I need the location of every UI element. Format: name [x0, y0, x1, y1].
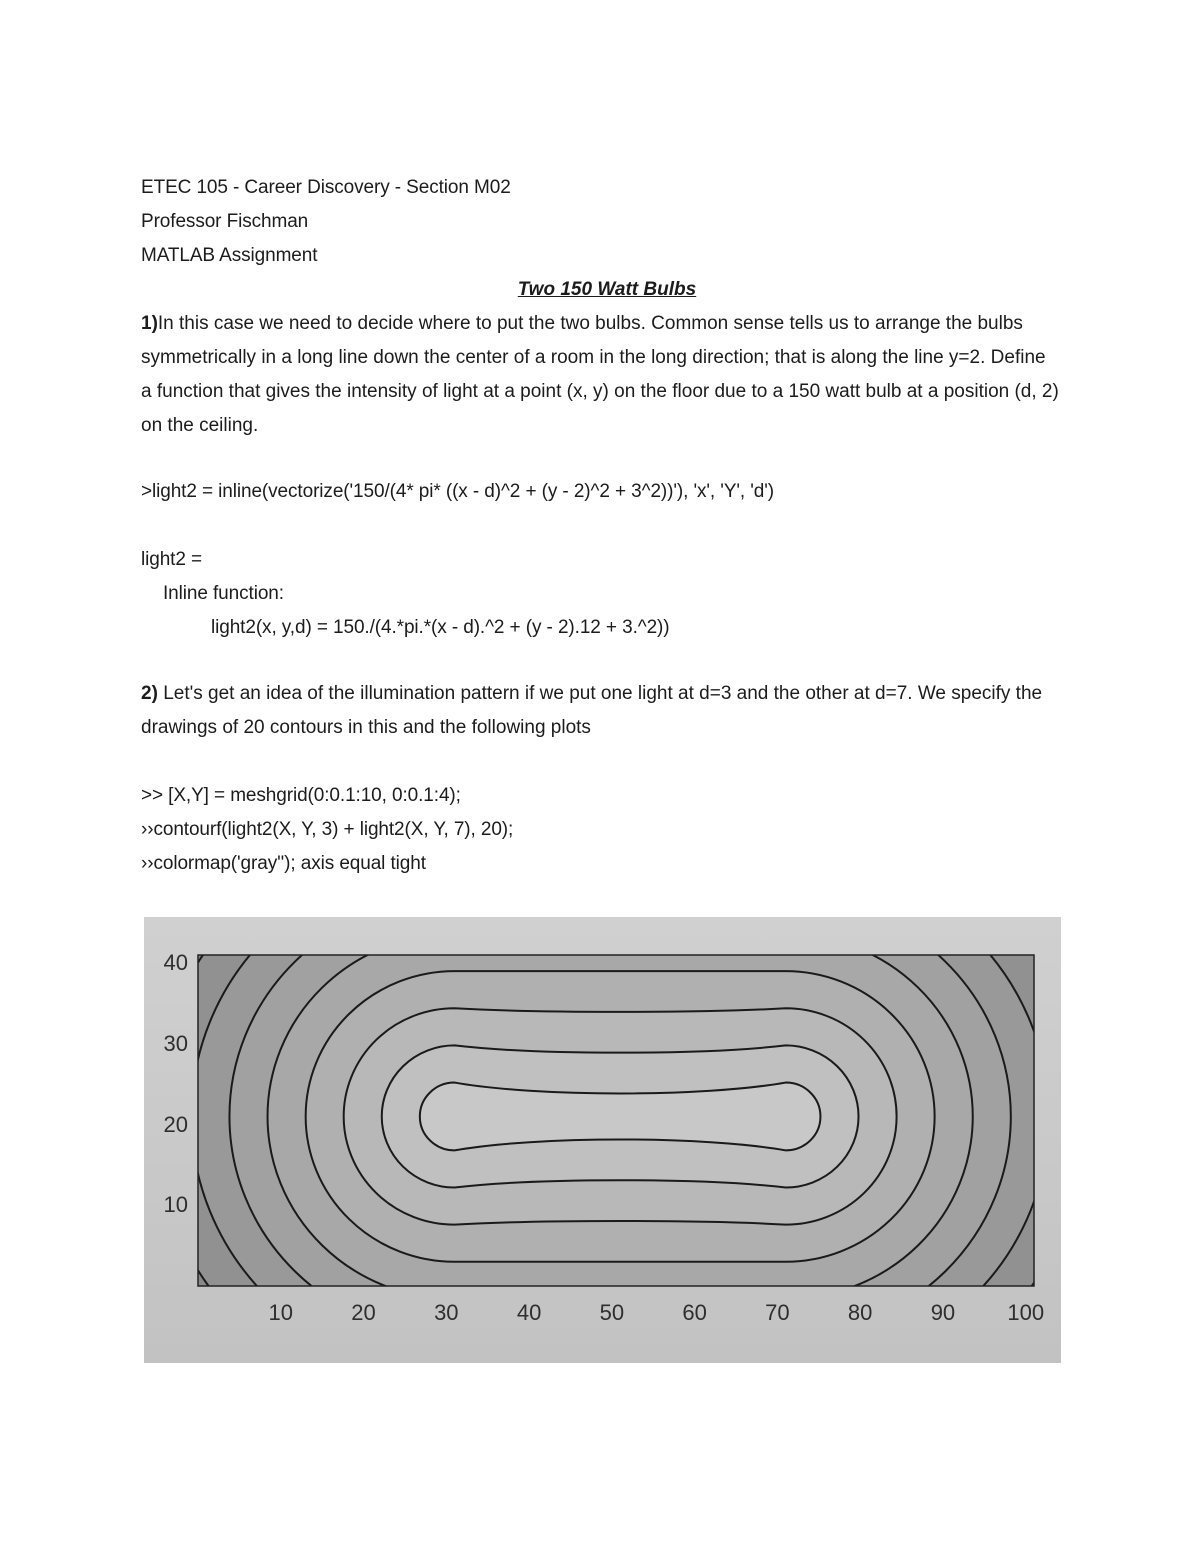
code-contourf: ››contourf(light2(X, Y, 3) + light2(X, Y, 7), 20);: [141, 819, 514, 840]
x-tick-label: 70: [765, 1300, 790, 1325]
y-tick-label: 10: [163, 1192, 188, 1218]
step1-text: In this case we need to decide where to put the two bulbs. Common sense tells us to arrange the bulbs symmetrically in a long line down the center of a room in the long direction; that is along the line y=2. Define a function that gives the intensity of light at a point (x, y) on the floor due to a 150 watt bulb at a position (d, 2) on the ceiling.: [141, 313, 1059, 436]
x-tick-label: 40: [516, 1300, 542, 1325]
x-tick-label: 90: [930, 1300, 956, 1325]
y-tick-label: 20: [163, 1111, 188, 1137]
course-line: ETEC 105 - Career Discovery - Section M02: [141, 177, 511, 198]
step2-text: Let's get an idea of the illumination pattern if we put one light at d=3 and the other at d=7. We specify the drawings of 20 contours in this and the following plots: [141, 683, 1043, 738]
x-tick-label: 30: [434, 1300, 459, 1325]
x-tick-label: 50: [599, 1300, 625, 1325]
code-inline-definition: >light2 = inline(vectorize('150/(4* pi* ((x - d)^2 + (y - 2)^2 + 3^2))'), 'x', 'Y', 'd'): [141, 481, 775, 502]
x-tick-label: 10: [268, 1300, 293, 1325]
contour-plot: [144, 917, 1061, 1363]
contour-plot-photo: [144, 917, 1061, 1363]
x-tick-label: 100: [1007, 1300, 1045, 1325]
step1-paragraph: [141, 307, 1061, 443]
step2-paragraph: [141, 677, 1061, 745]
x-tick-label: 20: [351, 1300, 376, 1325]
output-kind: Inline function:: [163, 583, 284, 604]
step1-number: 1): [141, 313, 158, 334]
contour-level-20: [420, 1083, 821, 1151]
y-tick-label: 40: [163, 950, 188, 976]
output-expression: light2(x, y,d) = 150./(4.*pi.*(x - d).^2 + (y - 2).12 + 3.^2)): [211, 617, 670, 638]
x-tick-label: 60: [682, 1300, 707, 1325]
code-meshgrid: >> [X,Y] = meshgrid(0:0.1:10, 0:0.1:4);: [141, 785, 461, 806]
code-colormap: ››colormap('gray''); axis equal tight: [141, 853, 426, 874]
assignment-line: MATLAB Assignment: [141, 245, 318, 266]
step2-number: 2): [141, 683, 158, 704]
x-tick-label: 80: [847, 1300, 873, 1325]
section-title: Two 150 Watt Bulbs: [517, 279, 697, 300]
professor-line: Professor Fischman: [141, 211, 309, 232]
output-variable: light2 =: [141, 549, 202, 570]
y-tick-label: 30: [163, 1030, 188, 1056]
